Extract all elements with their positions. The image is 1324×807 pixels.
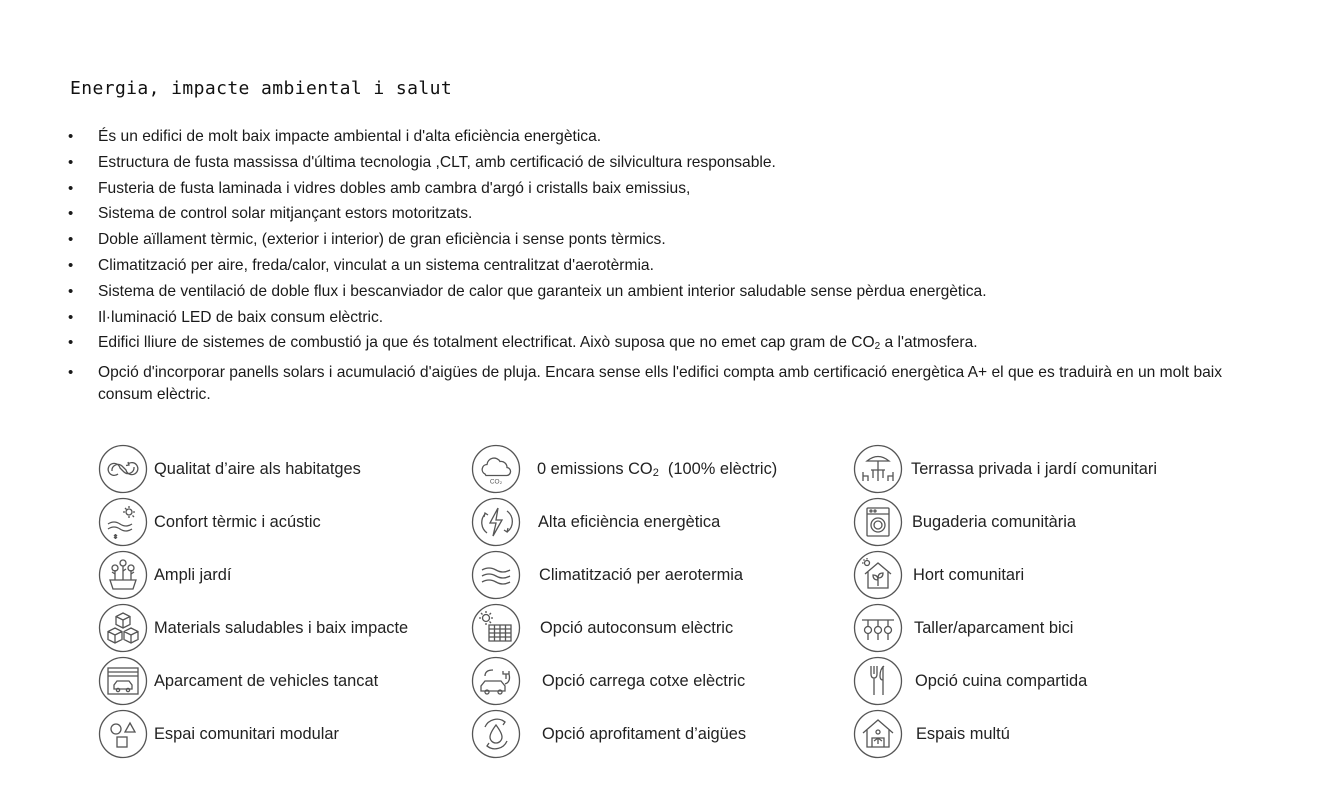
feature-terrace [853,443,1157,495]
feature-bike-workshop [853,602,1073,654]
feature-label: Materials saludables i baix impacte [154,618,409,637]
air-cycle-icon [98,444,148,494]
feature-air-quality [98,443,361,495]
energy-bolt-icon [471,497,521,547]
feature-label: Opció cuina compartida [915,671,1088,690]
cubes-icon [98,603,148,653]
feature-self-consumption [471,602,733,654]
feature-aerothermal [471,549,743,601]
feature-label: Taller/aparcament bici [914,618,1074,637]
feature-label: Aparcament de vehicles tancat [154,671,379,690]
feature-label: Bugaderia comunitària [912,512,1077,531]
feature-label: Opció aprofitament d’aigües [542,724,747,743]
feature-label: Confort tèrmic i acústic [154,512,321,531]
features-bullet-list [68,126,1268,410]
terrace-icon [853,444,903,494]
air-waves-icon [471,550,521,600]
garage-icon [98,656,148,706]
feature-label: Climatització per aerotermia [539,565,744,584]
bullet-item: • Climatització per aire, freda/calor, vinculat a un sistema centralitzat d'aerotèrmia. [68,255,1268,277]
bike-workshop-icon [853,603,903,653]
bullet-item: • És un edifici de molt baix impacte ambiental i d'alta eficiència energètica. [68,126,1268,148]
bullet-item: • Opció d'incorporar panells solars i acumulació d'aigües de pluja. Encara sense ells l'edifici compta amb certificació energètica A+ el que es traduirà en un molt baix consum elèctric. [68,362,1268,406]
feature-label: Espai comunitari modular [154,724,339,743]
ev-car-icon [471,656,521,706]
feature-ev-charging [471,655,745,707]
feature-label: Alta eficiència energètica [538,512,721,531]
washing-machine-icon [853,497,903,547]
feature-energy-efficiency [471,496,720,548]
multi-space-icon [853,709,903,759]
water-drop-icon [471,709,521,759]
feature-shared-kitchen [853,655,1087,707]
feature-thermal-comfort [98,496,321,548]
feature-healthy-materials [98,602,408,654]
feature-vegetable-garden [853,549,1024,601]
section-heading: Energia, impacte ambiental i salut [70,78,453,99]
co2-icon-text: CO₂ [489,478,503,486]
feature-water-reuse [471,708,746,760]
feature-label: Opció carrega cotxe elèctric [542,671,746,690]
vegetable-garden-icon [853,550,903,600]
thermal-comfort-icon [98,497,148,547]
cutlery-icon [853,656,903,706]
feature-laundry [853,496,1076,548]
feature-multi-space [853,708,1010,760]
feature-label: 0 emissions $CO_2$ (100% elèctric) [537,459,778,479]
feature-zero-emissions [471,443,777,495]
bullet-item: • Fusteria de fusta laminada i vidres dobles amb cambra d'argó i cristalls baix emissius, [68,178,1268,200]
feature-label: Hort comunitari [913,565,1025,584]
bullet-item: • Sistema de ventilació de doble flux i bescanviador de calor que garanteix un ambient interior saludable sense pèrdua energètica. [68,281,1268,303]
bullet-item: • Doble aïllament tèrmic, (exterior i interior) de gran eficiència i sense ponts tèrmics. [68,229,1268,251]
feature-label: Terrassa privada i jardí comunitari [911,459,1157,478]
feature-label: Qualitat d’aire als habitatges [154,459,361,478]
feature-label: Opció autoconsum elèctric [540,618,734,637]
solar-panel-icon [471,603,521,653]
feature-garden [98,549,231,601]
shapes-icon [98,709,148,759]
bullet-item: • Estructura de fusta massissa d'última tecnologia ,CLT, amb certificació de silvicultura responsable. [68,152,1268,174]
feature-label: Ampli jardí [154,565,232,584]
bullet-item: • Il·luminació LED de baix consum elèctric. [68,307,1268,329]
co2-cloud-icon [471,444,521,494]
garden-icon [98,550,148,600]
feature-closed-parking [98,655,378,707]
bullet-item: • Sistema de control solar mitjançant estors motoritzats. [68,203,1268,225]
bullet-item: • Edifici lliure de sistemes de combustió ja que és totalment electrificat. Això suposa que no emet cap gram de $CO_2$ a l'atmosfera. [68,332,1268,358]
feature-modular-space [98,708,339,760]
feature-label: Espais multú [916,724,1010,743]
